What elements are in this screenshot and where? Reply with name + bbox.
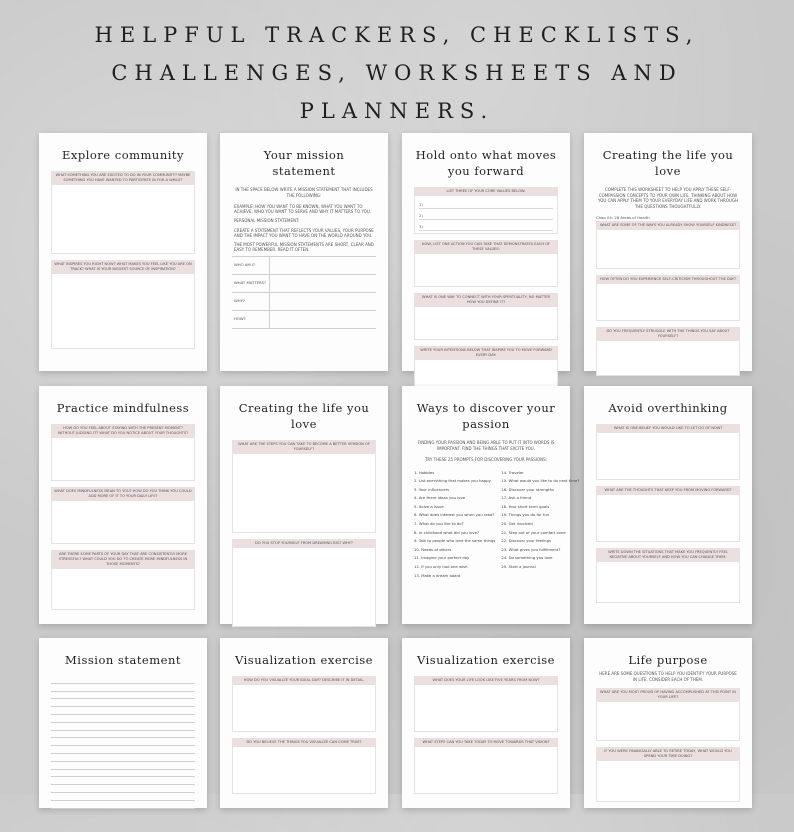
question-band: WRITE DOWN THE SITUATIONS THAT MAKE YOU FREQUENTLY FEEL NEGATIVE ABOUT YOURSELF AND HOW YOU CAN CHANGE THEM. — [596, 548, 740, 562]
card-title: Ways to discover your passion — [416, 401, 556, 431]
list-item: 22. Discover your feelings — [501, 538, 551, 544]
list-item: 8. In childhood what did you love? — [414, 529, 480, 535]
list-item: 3) — [419, 220, 553, 231]
card-subtitle: Chap 04: 28 Areas of Health — [596, 215, 650, 220]
question-section — [51, 424, 195, 481]
question-band: HOW OFTEN DO YOU EXPERIENCE SELF-CRITICISM THROUGHOUT THE DAY? — [596, 275, 740, 284]
card-text: CREATE A STATEMENT THAT REFLECTS YOUR VALUES, YOUR PURPOSE AND THE IMPACT YOU WANT TO HAVE ON THE WORLD AROUND YOU. — [234, 227, 374, 238]
list-item: 20. Get involved — [501, 521, 533, 527]
card-explore-community — [39, 133, 207, 371]
card-intro: IN THE SPACE BELOW WRITE A MISSION STATEMENT THAT INCLUDES THE FOLLOWING: — [235, 187, 373, 198]
question-section — [596, 486, 740, 542]
question-section — [51, 171, 195, 254]
writing-line — [51, 692, 195, 700]
card-intro-2: TRY THESE 25 PROMPTS FOR DISCOVERING YOUR PASSIONS: — [424, 457, 548, 462]
answer-box[interactable] — [596, 702, 740, 741]
question-band: LIST THREE OF YOUR CORE VALUES BELOW: — [414, 187, 558, 196]
list-item: 4. Are there ideas you love — [414, 495, 466, 501]
question-section — [596, 688, 740, 741]
prompt-list-left — [414, 469, 495, 581]
question-section — [596, 424, 740, 480]
headline — [0, 16, 794, 130]
question-section — [414, 346, 558, 387]
answer-box[interactable] — [414, 254, 558, 287]
question-band: IF YOU WERE FINANCIALLY ABLE TO RETIRE TODAY, WHAT WOULD YOU SPEND YOUR TIME DOING? — [596, 747, 740, 761]
question-section — [232, 738, 376, 794]
writing-line — [51, 715, 195, 723]
list-item: 23. What gives you fulfillment? — [501, 546, 561, 552]
question-band: WHAT INSPIRES YOU RIGHT NOW? WHAT MAKES YOU FEEL LIKE YOU ARE ON TRACK? WHAT IS YOUR BIGGEST SOURCE OF INSPIRATION? — [51, 260, 195, 274]
card-creating-life-1 — [584, 133, 752, 371]
card-mission-statement-1 — [220, 133, 388, 371]
row-label: HOW? — [232, 311, 270, 328]
list-item: 12. If you only had one wish — [414, 564, 468, 570]
card-title: Practice mindfulness — [56, 401, 190, 415]
question-section — [414, 187, 558, 234]
question-band: WHAT SOMETHING YOU ARE EXCITED TO DO IN YOUR COMMUNITY? MAYBE SOMETHING YOU HAVE WANTED TO PARTICIPATE IN FOR A WHILE? — [51, 171, 195, 185]
card-title: Visualization exercise — [417, 653, 555, 667]
answer-box[interactable] — [596, 341, 740, 376]
question-section — [414, 293, 558, 340]
answer-box[interactable] — [232, 454, 376, 533]
card-text: PERSONAL MISSION STATEMENT: — [234, 218, 300, 224]
table-row[interactable] — [232, 257, 376, 275]
question-section — [414, 676, 558, 732]
writing-line — [51, 777, 195, 785]
answer-box[interactable] — [596, 562, 740, 603]
question-section — [51, 550, 195, 610]
list-item: 10. Needs of others — [414, 546, 452, 552]
question-band: WHAT ARE THE STEPS YOU CAN TAKE TO BECOME A BETTER VERSION OF YOURSELF? — [232, 440, 376, 454]
card-life-purpose — [584, 638, 752, 808]
list-item: 18. Your short term goals — [501, 503, 550, 509]
question-section — [232, 440, 376, 533]
card-visualization-2 — [402, 638, 570, 808]
answer-box[interactable] — [596, 761, 740, 802]
question-band: DO YOU STOP YOURSELF FROM DREAMING BIG? WHY? — [232, 539, 376, 548]
list-item: 16. Discover your strengths — [501, 486, 555, 492]
prompt-list-right — [501, 469, 579, 581]
answer-box[interactable] — [51, 501, 195, 544]
card-ways-passion — [402, 386, 580, 624]
list-item: 6. What does interest you when you read? — [414, 512, 495, 518]
answer-box[interactable] — [596, 230, 740, 269]
question-section — [232, 676, 376, 732]
writing-line — [51, 676, 195, 684]
list-item: 25. Start a journal — [501, 564, 536, 570]
card-title: Hold onto what moves you forward — [415, 148, 557, 178]
table-row[interactable] — [232, 293, 376, 311]
card-intro: COMPLETE THIS WORKSHEET TO HELP YOU APPLY THESE SELF-COMPASSION CONCEPTS TO YOUR OWN LIFE. THINKING ABOUT HOW YOU CAN APPLY THEM TO YOUR EVERYDAY LIFE AND WORK THROUGH THE QUESTIONS THOUGHTFULLY. — [598, 187, 738, 209]
answer-box[interactable] — [596, 495, 740, 542]
writing-line — [51, 707, 195, 715]
writing-line — [51, 824, 195, 832]
question-section — [414, 240, 558, 287]
question-band: WHAT IS ONE WAY TO CONNECT WITH YOUR SPIRITUALITY, NO MATTER HOW YOU DEFINE IT? — [414, 293, 558, 307]
list-item: 5. Solve a issue — [414, 503, 444, 509]
answer-box[interactable] — [51, 185, 195, 254]
question-section — [232, 539, 376, 627]
question-section — [596, 221, 740, 269]
question-band: DO YOU BELIEVE THE THINGS YOU VISUALIZE CAN COME TRUE? — [232, 738, 376, 747]
list-item: 7. What do you like to do? — [414, 521, 464, 527]
mission-table — [232, 256, 376, 329]
question-band: WHAT DOES MINDFULNESS MEAN TO YOU? HOW DO YOU THINK YOU COULD ADD MORE OF IT TO YOUR DAILY LIFE? — [51, 487, 195, 501]
question-band: DO YOU FREQUENTLY STRUGGLE WITH THE THINGS YOU SAY ABOUT YOURSELF? — [596, 327, 740, 341]
card-title: Life purpose — [628, 653, 708, 667]
list-item: 21. Step out of your comfort zone — [501, 529, 566, 535]
writing-line — [51, 746, 195, 754]
answer-box[interactable] — [51, 274, 195, 349]
writing-line — [51, 723, 195, 731]
question-band: WHAT STEPS CAN YOU TAKE TODAY TO MOVE TOWARDS THAT VISION? — [414, 738, 558, 747]
list-item: 19. Things you do for fun — [501, 512, 550, 518]
question-section — [596, 327, 740, 376]
list-item: 2. List everything that makes you happy — [414, 478, 491, 484]
card-avoid-overthinking — [584, 386, 752, 624]
writing-line — [51, 684, 195, 692]
question-section — [51, 260, 195, 349]
list-item: 3. Your influencers — [414, 486, 450, 492]
question-section — [414, 738, 558, 794]
list-item: 2) — [419, 209, 553, 220]
writing-line — [51, 731, 195, 739]
table-row[interactable] — [232, 311, 376, 329]
answer-box[interactable] — [596, 433, 740, 480]
writing-line — [51, 785, 195, 793]
row-label: WHAT MATTERS? — [232, 275, 270, 292]
card-title: Creating the life you love — [238, 401, 370, 431]
answer-box[interactable] — [232, 747, 376, 794]
writing-line — [51, 809, 195, 817]
question-section — [596, 747, 740, 802]
question-band: ARE THERE SOME PARTS OF YOUR DAY THAT ARE CONSISTENTLY MORE STRESSFUL? WHAT COULD YOU DO TO CREATE MORE MINDFULNESS IN THOSE MOMENTS? — [51, 550, 195, 569]
answer-box[interactable] — [232, 685, 376, 732]
writing-line — [51, 770, 195, 778]
answer-box[interactable] — [51, 438, 195, 481]
question-band: WHAT DOES YOUR LIFE LOOK LIKE FIVE YEARS FROM NOW? — [414, 676, 558, 685]
list-item: 1. Hobbies — [414, 469, 435, 475]
card-title: Your mission statement — [263, 148, 345, 178]
card-visualization-1 — [220, 638, 388, 808]
question-band: WHAT ARE THE THOUGHTS THAT KEEP YOU FROM MOVING FORWARD? — [596, 486, 740, 495]
card-hold-onto — [402, 133, 570, 371]
writing-line — [51, 816, 195, 824]
table-row[interactable] — [232, 275, 376, 293]
list-item: 9. Talk to people who love the same things — [414, 538, 496, 544]
writing-line — [51, 793, 195, 801]
question-section — [596, 548, 740, 603]
card-title: Creating the life you love — [602, 148, 734, 178]
card-title: Avoid overthinking — [608, 401, 728, 415]
card-intro: HERE ARE SOME QUESTIONS TO HELP YOU IDENTIFY YOUR PURPOSE IN LIFE. CONSIDER EACH OF THEM. — [599, 671, 737, 682]
answer-box[interactable] — [51, 569, 195, 610]
question-section — [596, 275, 740, 321]
headline-line-1: HELPFUL TRACKERS, CHECKLISTS, — [94, 23, 700, 47]
headline-line-2: CHALLENGES, WORKSHEETS AND — [111, 61, 683, 85]
card-text: THE MOST POWERFUL MISSION STATEMENTS ARE SHORT, CLEAR AND EASY TO REMEMBER. READ IT OFTEN. — [234, 242, 374, 253]
answer-box[interactable] — [414, 196, 558, 234]
question-band: WHAT ARE SOME OF THE WAYS YOU ALREADY SHOW YOURSELF KINDNESS? — [596, 221, 740, 230]
card-title: Visualization exercise — [235, 653, 373, 667]
writing-line — [51, 738, 195, 746]
writing-line — [51, 754, 195, 762]
list-item: 17. Ask a friend — [501, 495, 532, 501]
list-item: 13. Make a dream board — [414, 572, 461, 578]
card-practice-mindfulness — [39, 386, 207, 624]
writing-line — [51, 801, 195, 809]
row-label: WHY? — [232, 293, 270, 310]
card-creating-life-2 — [220, 386, 388, 624]
answer-box[interactable] — [232, 548, 376, 627]
prompt-columns — [414, 469, 580, 581]
headline-line-3: PLANNERS. — [299, 99, 495, 123]
question-band: WHAT IS ONE BELIEF YOU WOULD LIKE TO LET GO OF NOW? — [596, 424, 740, 433]
card-intro: FINDING YOUR PASSION AND BEING ABLE TO PUT IT INTO WORDS IS IMPORTANT. FIND THE THINGS THAT EXCITE YOU. — [417, 440, 555, 451]
writing-line — [51, 699, 195, 707]
writing-line — [51, 762, 195, 770]
question-band: HOW DO YOU VISUALIZE YOUR IDEAL DAY? DESCRIBE IT IN DETAIL. — [232, 676, 376, 685]
card-text: EXAMPLE: HOW YOU WANT TO BE KNOWN, WHAT YOU WANT TO ACHIEVE, WHO YOU WANT TO SERVE AND WHY IT MATTERS TO YOU. — [234, 204, 372, 215]
list-item: 14. Traveler — [501, 469, 524, 475]
card-title: Mission statement — [65, 653, 181, 667]
lined-writing-area[interactable] — [51, 676, 195, 832]
answer-box[interactable] — [414, 307, 558, 340]
card-title: Explore community — [61, 148, 185, 162]
question-band: WRITE YOUR INTENTIONS BELOW THAT INSPIRE YOU TO MOVE FORWARD EVERY DAY: — [414, 346, 558, 360]
list-item: 1) — [419, 198, 553, 209]
question-band: HOW DO YOU FEEL ABOUT STAYING WITH THE PRESENT MOMENT? WITHOUT JUDGING IT? WHAT DO YOU NOTICE ABOUT YOUR THOUGHTS? — [51, 424, 195, 438]
question-section — [51, 487, 195, 544]
answer-box[interactable] — [414, 360, 558, 387]
answer-box[interactable] — [596, 284, 740, 321]
row-label: WHO AM I? — [232, 257, 270, 274]
card-mission-statement-2 — [39, 638, 207, 808]
answer-box[interactable] — [414, 747, 558, 794]
question-band: NOW, LIST ONE ACTION YOU CAN TAKE THAT DEMONSTRATES EACH OF THESE VALUES: — [414, 240, 558, 254]
list-item: 15. What would you like to do next time? — [501, 478, 580, 484]
question-band: WHAT ARE YOU MOST PROUD OF HAVING ACCOMPLISHED AT THIS POINT IN YOUR LIFE? — [596, 688, 740, 702]
list-item: 24. Do something you love — [501, 555, 553, 561]
list-item: 11. Imagine your perfect day — [414, 555, 470, 561]
answer-box[interactable] — [414, 685, 558, 732]
